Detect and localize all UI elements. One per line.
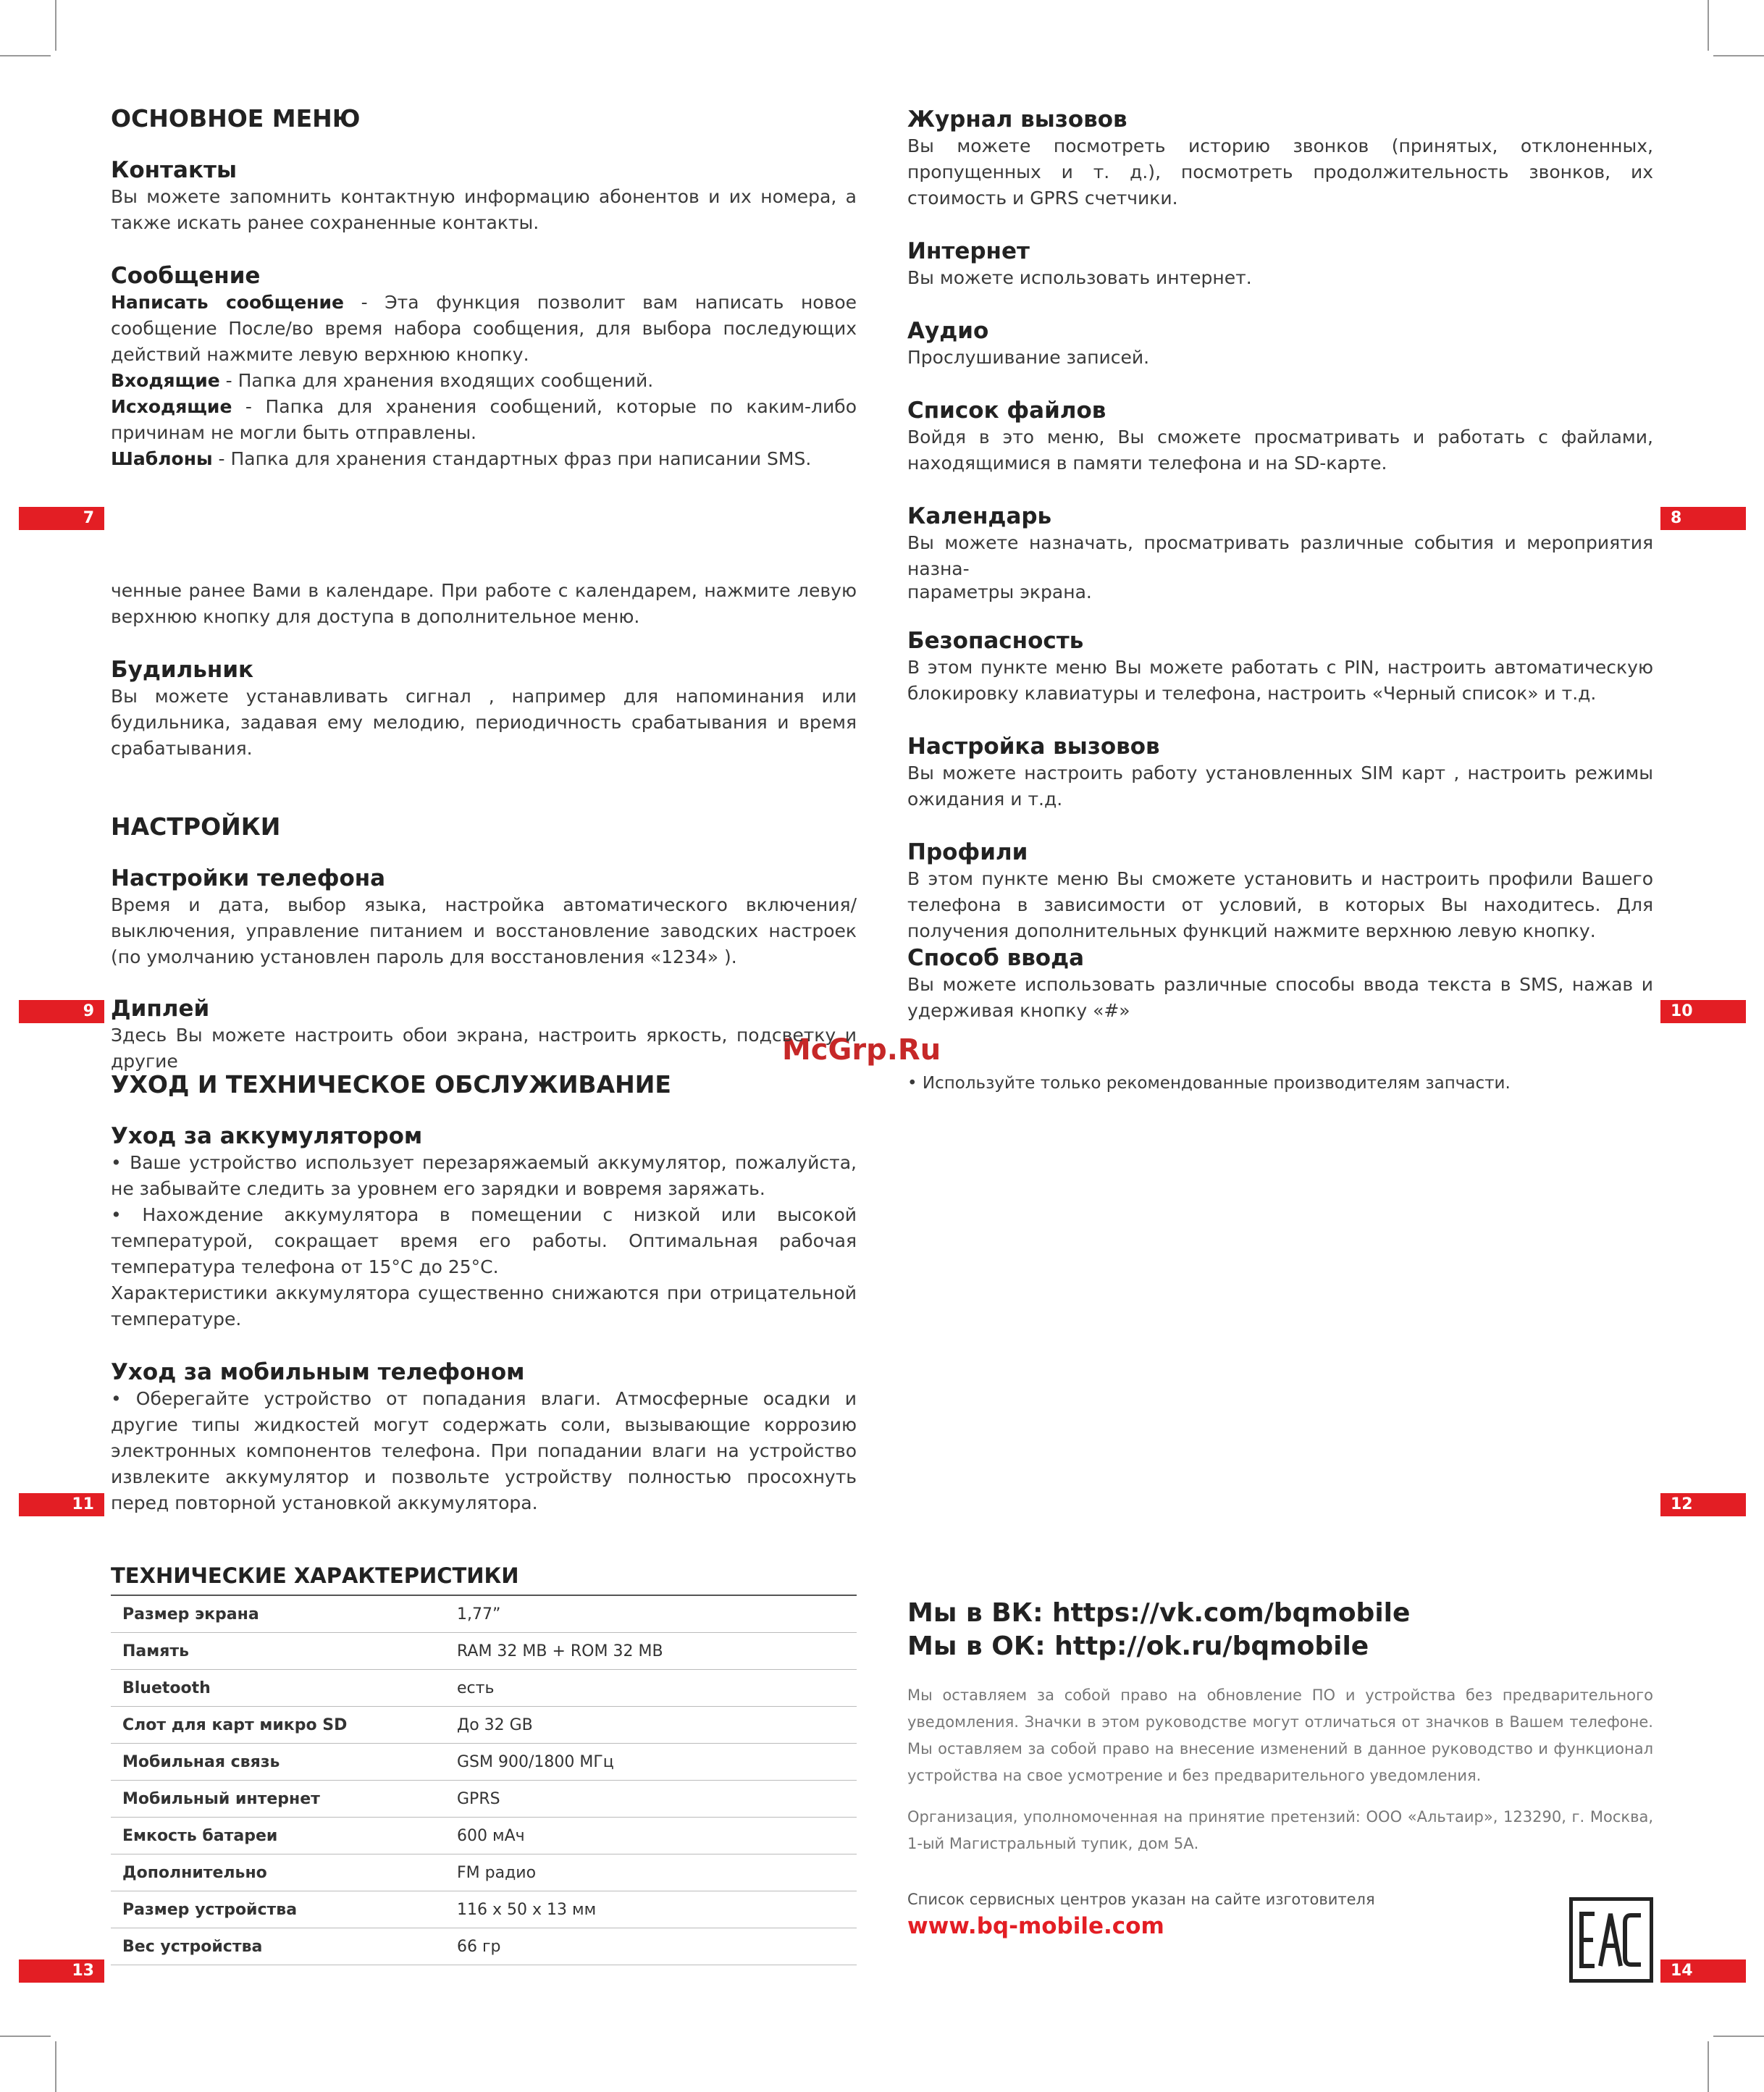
paragraph: • Нахождение аккумулятора в помещении с низкой или высокой температурой, сокращает время его работы. Оптимальная рабочая температура телефона от 15°C до 25°C. bbox=[111, 1204, 857, 1277]
paragraph: ченные ранее Вами в календаре. При работе с календарем, нажмите левую верхнюю кнопку для доступа в дополнительное меню. bbox=[111, 580, 857, 627]
eac-certification-logo bbox=[1569, 1897, 1653, 1983]
paragraph: • Ваше устройство использует перезаряжаемый аккумулятор, пожалуйста, не забывайте следить за уровнем его зарядки и вовремя заряжать. bbox=[111, 1152, 857, 1199]
table-row bbox=[111, 1633, 857, 1670]
paragraph: Здесь Вы можете настроить обои экрана, настроить яркость, подсветку и другие bbox=[111, 1025, 857, 1072]
organization-info: Организация, уполномоченная на принятие претензий: ООО «Альтаир», 123290, г. Москва, 1-ый Магистральный тупик, дом 5А. bbox=[907, 1808, 1653, 1852]
heading-security: Безопасность bbox=[907, 628, 1084, 654]
heading-messages: Сообщение bbox=[111, 263, 261, 289]
paragraph: Прослушивание записей. bbox=[907, 347, 1150, 368]
heading-display: Диплей bbox=[111, 996, 210, 1022]
spec-value: FM радио bbox=[445, 1854, 857, 1891]
paragraph: Входящие - Папка для хранения входящих сообщений. bbox=[111, 370, 654, 391]
spec-key: Слот для карт микро SD bbox=[111, 1707, 445, 1744]
heading-input-method: Способ ввода bbox=[907, 945, 1085, 971]
disclaimer: Мы оставляем за собой право на обновление ПО и устройства без предварительного уведомления. Значки в этом руководстве могут отличаться от значков в Вашем телефоне. Мы оставляем за собой право на внесение изменений в данное руководство и функционал устройства на свое усмотрение и без предварительного уведомления. bbox=[907, 1686, 1653, 1784]
paragraph: Вы можете запомнить контактную информацию абонентов и их номера, а также искать ранее сохраненные контакты. bbox=[111, 186, 857, 233]
page-11 bbox=[111, 1070, 857, 1516]
page-number-14: 14 bbox=[1660, 1959, 1746, 1983]
crop-mark bbox=[55, 0, 56, 51]
crop-mark bbox=[0, 55, 51, 56]
page-9 bbox=[111, 578, 857, 1075]
heading-files: Список файлов bbox=[907, 398, 1106, 424]
service-centers-note: Список сервисных центров указан на сайте изготовителя bbox=[907, 1891, 1375, 1908]
table-row bbox=[111, 1818, 857, 1854]
spec-value: 600 мАч bbox=[445, 1818, 857, 1854]
spec-key: Мобильная связь bbox=[111, 1744, 445, 1781]
spec-value: 1,77” bbox=[445, 1596, 857, 1633]
table-row bbox=[111, 1707, 857, 1744]
page-number-12: 12 bbox=[1660, 1493, 1746, 1516]
paragraph: • Используйте только рекомендованные производителям запчасти. bbox=[907, 1074, 1511, 1093]
spec-value: RAM 32 MB + ROM 32 MB bbox=[445, 1633, 857, 1670]
page-number-11: 11 bbox=[19, 1493, 104, 1516]
paragraph: Войдя в это меню, Вы сможете просматривать и работать с файлами, находящимися в памяти телефона и на SD-карте. bbox=[907, 427, 1653, 474]
paragraph: Написать сообщение - Эта функция позволит вам написать новое сообщение После/во время набора сообщения, для выбора последующих действий нажмите левую верхнюю кнопку. bbox=[111, 292, 857, 365]
spec-value: есть bbox=[445, 1670, 857, 1707]
spec-value: 66 гр bbox=[445, 1928, 857, 1965]
heading-internet: Интернет bbox=[907, 238, 1030, 264]
paragraph: В этом пункте меню Вы сможете установить и настроить профили Вашего телефона в зависимости от условий, в которых Вы находитесь. Для получения дополнительных функций нажмите верхнюю левую кнопку. bbox=[907, 868, 1653, 941]
page-7 bbox=[111, 104, 857, 472]
page-number-7: 7 bbox=[19, 507, 104, 530]
crop-mark bbox=[55, 2041, 56, 2092]
page-13 bbox=[111, 1561, 857, 1965]
page-8 bbox=[907, 106, 1653, 582]
vk-link[interactable]: Мы в ВК: https://vk.com/bqmobile bbox=[907, 1598, 1411, 1628]
heading-profiles: Профили bbox=[907, 839, 1028, 865]
page-number-9: 9 bbox=[19, 1000, 104, 1023]
spec-value: GSM 900/1800 МГц bbox=[445, 1744, 857, 1781]
paragraph: параметры экрана. bbox=[907, 581, 1092, 602]
heading-battery-care: Уход за аккумулятором bbox=[111, 1123, 423, 1149]
crop-mark bbox=[1713, 55, 1764, 56]
paragraph: Исходящие - Папка для хранения сообщений, которые по каким-либо причинам не могли быть отправлены. bbox=[111, 396, 857, 443]
heading-call-log: Журнал вызовов bbox=[907, 106, 1127, 133]
paragraph: Вы можете использовать различные способы ввода текста в SMS, нажав и удерживая кнопку «#» bbox=[907, 974, 1653, 1021]
eac-icon bbox=[1573, 1901, 1650, 1979]
paragraph: Вы можете посмотреть историю звонков (принятых, отклоненных, пропущенных и т. д.), посмотреть продолжительность звонков, их стоимость и GPRS счетчики. bbox=[907, 135, 1653, 209]
heading-contacts: Контакты bbox=[111, 157, 237, 183]
table-row bbox=[111, 1928, 857, 1965]
spec-key: Вес устройства bbox=[111, 1928, 445, 1965]
ok-link[interactable]: Мы в ОК: http://ok.ru/bqmobile bbox=[907, 1631, 1369, 1661]
table-row bbox=[111, 1744, 857, 1781]
page-12 bbox=[907, 1070, 1653, 1096]
heading-call-settings: Настройка вызовов bbox=[907, 734, 1160, 760]
section-title: ОСНОВНОЕ МЕНЮ bbox=[111, 104, 361, 133]
spec-key: Мобильный интернет bbox=[111, 1781, 445, 1818]
table-row bbox=[111, 1891, 857, 1928]
table-row bbox=[111, 1670, 857, 1707]
crop-mark bbox=[1708, 0, 1709, 51]
paragraph: Характеристики аккумулятора существенно снижаются при отрицательной температуре. bbox=[111, 1282, 857, 1329]
page-number-13: 13 bbox=[19, 1959, 104, 1983]
paragraph: • Оберегайте устройство от попадания влаги. Атмосферные осадки и другие типы жидкостей могут содержать соли, вызывающие коррозию электронных компонентов телефона. При попадании влаги на устройство извлеките аккумулятор и позвольте устройству полностью просохнуть перед повторной установкой аккумулятора. bbox=[111, 1388, 857, 1513]
paragraph: Вы можете устанавливать сигнал , например для напоминания или будильника, задавая ему мелодию, периодичность срабатывания и время срабатывания. bbox=[111, 686, 857, 759]
page-14 bbox=[907, 1597, 1653, 1939]
table-row bbox=[111, 1781, 857, 1818]
table-row bbox=[111, 1596, 857, 1633]
section-title: УХОД И ТЕХНИЧЕСКОЕ ОБСЛУЖИВАНИЕ bbox=[111, 1070, 671, 1098]
paragraph: Вы можете использовать интернет. bbox=[907, 267, 1252, 288]
page-10 bbox=[907, 579, 1653, 1024]
paragraph: В этом пункте меню Вы можете работать с PIN, настроить автоматическую блокировку клавиатуры и телефона, настроить «Черный список» и т.д. bbox=[907, 657, 1653, 704]
crop-mark bbox=[1713, 2036, 1764, 2037]
heading-alarm: Будильник bbox=[111, 657, 254, 683]
spec-key: Размер экрана bbox=[111, 1596, 445, 1633]
paragraph: Шаблоны - Папка для хранения стандартных фраз при написании SMS. bbox=[111, 448, 812, 469]
spec-value: GPRS bbox=[445, 1781, 857, 1818]
spec-key: Дополнительно bbox=[111, 1854, 445, 1891]
heading-calendar: Календарь bbox=[907, 503, 1052, 529]
page-number-10: 10 bbox=[1660, 1000, 1746, 1023]
paragraph: Вы можете назначать, просматривать различные события и мероприятия назна- bbox=[907, 532, 1653, 579]
page-number-8: 8 bbox=[1660, 507, 1746, 530]
spec-value: До 32 GB bbox=[445, 1707, 857, 1744]
heading-phone-care: Уход за мобильным телефоном bbox=[111, 1359, 525, 1385]
spec-key: Память bbox=[111, 1633, 445, 1670]
table-row bbox=[111, 1854, 857, 1891]
website-link[interactable]: www.bq-mobile.com bbox=[907, 1913, 1164, 1939]
spec-key: Bluetooth bbox=[111, 1670, 445, 1707]
heading-audio: Аудио bbox=[907, 318, 989, 344]
crop-mark bbox=[1708, 2041, 1709, 2092]
spec-value: 116 x 50 x 13 мм bbox=[445, 1891, 857, 1928]
spec-table bbox=[111, 1596, 857, 1965]
section-title: НАСТРОЙКИ bbox=[111, 812, 281, 841]
paragraph: Вы можете настроить работу установленных SIM карт , настроить режимы ожидания и т.д. bbox=[907, 763, 1653, 810]
spec-key: Размер устройства bbox=[111, 1891, 445, 1928]
section-title: ТЕХНИЧЕСКИЕ ХАРАКТЕРИСТИКИ bbox=[111, 1563, 519, 1588]
watermark: McGrp.Ru bbox=[782, 1033, 941, 1067]
paragraph: Время и дата, выбор языка, настройка автоматического включения/выключения, управление питанием и восстановление заводских настроек (по умолчанию установлен пароль для восстановления «1234» ). bbox=[111, 894, 857, 967]
heading-phone-settings: Настройки телефона bbox=[111, 865, 386, 891]
crop-mark bbox=[0, 2036, 51, 2037]
spec-key: Емкость батареи bbox=[111, 1818, 445, 1854]
